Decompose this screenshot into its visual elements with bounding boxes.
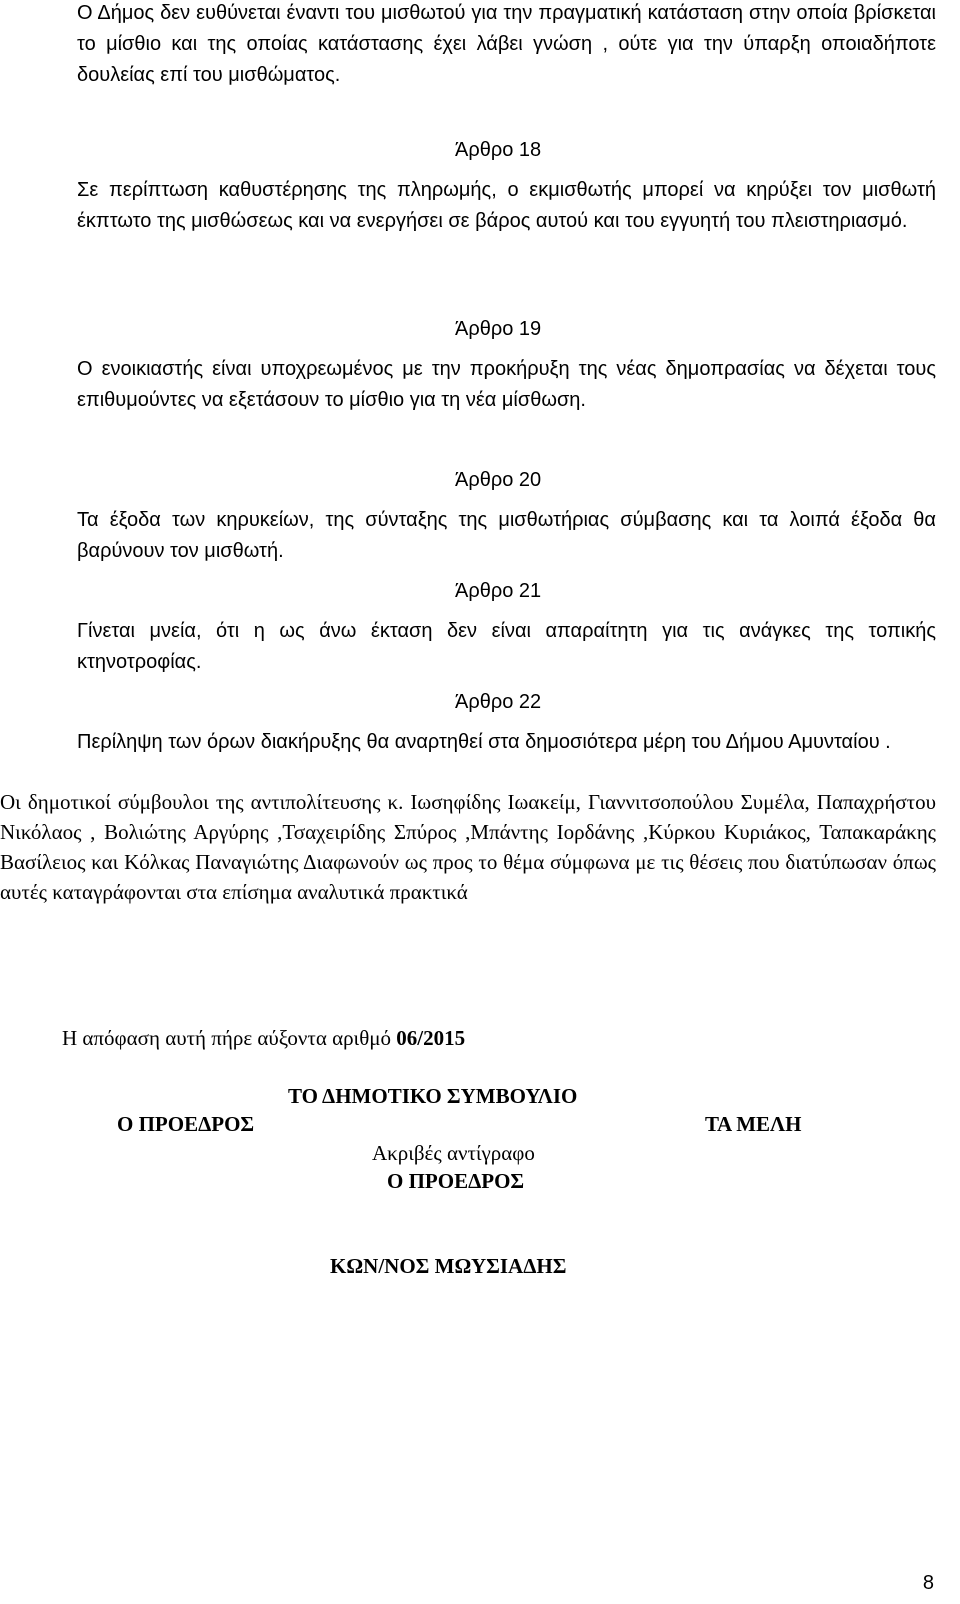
decision-line xyxy=(62,1024,465,1052)
intro-paragraph: Ο Δήμος δεν ευθύνεται έναντι του μισθωτού για την πραγματική κατάσταση στην οποία βρίσκεται το μίσθιο και της οποίας κατάστασης έχει λάβει γνώση , ούτε για την ύπαρξη οποιαδήποτε δουλείας επί του μισθώματος. xyxy=(77,2,936,86)
article-20-text: Τα έξοδα των κηρυκείων, της σύνταξης της μισθωτήριας σύμβασης και τα λοιπά έξοδα θα βαρύνουν τον μισθωτή. xyxy=(77,509,936,562)
article-22-heading: Άρθρο 22 xyxy=(455,691,542,713)
signatory-name: ΚΩΝ/ΝΟΣ ΜΩΥΣΙΑΔΗΣ xyxy=(330,1254,567,1278)
article-21-heading: Άρθρο 21 xyxy=(455,580,542,602)
council-title: ΤΟ ΔΗΜΟΤΙΚΟ ΣΥΜΒΟΥΛΙΟ xyxy=(288,1084,578,1108)
true-copy-label: Ακριβές αντίγραφο xyxy=(372,1141,535,1165)
opposition-paragraph: Οι δημοτικοί σύμβουλοι της αντιπολίτευσης κ. Ιωσηφίδης Ιωακείμ, Γιαννιτσοπούλου Συμέλα, Παπαχρήστου Νικόλαος , Βολιώτης Αργύρης ,Τσαχειρίδης Σπύρος ,Μπάντης Ιορδάνης ,Κύρκου Κυριάκος, Ταπακαράκης Βασίλειος και Κόλκας Παναγιώτης Διαφωνούν ως προς το θέμα σύμφωνα με τις θέσεις που διατύπωσαν όπως αυτές καταγράφονται στα επίσημα αναλυτικά πρακτικά xyxy=(0,790,936,904)
article-20-heading: Άρθρο 20 xyxy=(455,469,542,491)
president-left-label: Ο ΠΡΟΕΔΡΟΣ xyxy=(117,1112,255,1136)
article-19-heading: Άρθρο 19 xyxy=(455,318,542,340)
president-center-label: Ο ΠΡΟΕΔΡΟΣ xyxy=(387,1169,525,1193)
article-18-heading: Άρθρο 18 xyxy=(455,139,542,161)
article-22-text: Περίληψη των όρων διακήρυξης θα αναρτηθεί στα δημοσιότερα μέρη του Δήμου Αμυνταίου . xyxy=(77,731,891,753)
members-label: ΤΑ ΜΕΛΗ xyxy=(705,1112,802,1136)
article-21-text: Γίνεται μνεία, ότι η ως άνω έκταση δεν είναι απαραίτητη για τις ανάγκες της τοπικής κτηνοτροφίας. xyxy=(77,620,936,673)
article-19-text: Ο ενοικιαστής είναι υποχρεωμένος με την προκήρυξη της νέας δημοπρασίας να δέχεται τους επιθυμούντες να εξετάσουν το μίσθιο για τη νέα μίσθωση. xyxy=(77,358,936,411)
page-number: 8 xyxy=(922,1572,934,1594)
decision-number: 06/2015 xyxy=(396,1026,466,1050)
decision-text: Η απόφαση αυτή πήρε αύξοντα αριθμό xyxy=(62,1026,397,1050)
article-18-text: Σε περίπτωση καθυστέρησης της πληρωμής, ο εκμισθωτής μπορεί να κηρύξει τον μισθωτή έκπτωτο της μισθώσεως και να ενεργήσει σε βάρος αυτού και του εγγυητή του πλειστηριασμό. xyxy=(77,179,936,232)
